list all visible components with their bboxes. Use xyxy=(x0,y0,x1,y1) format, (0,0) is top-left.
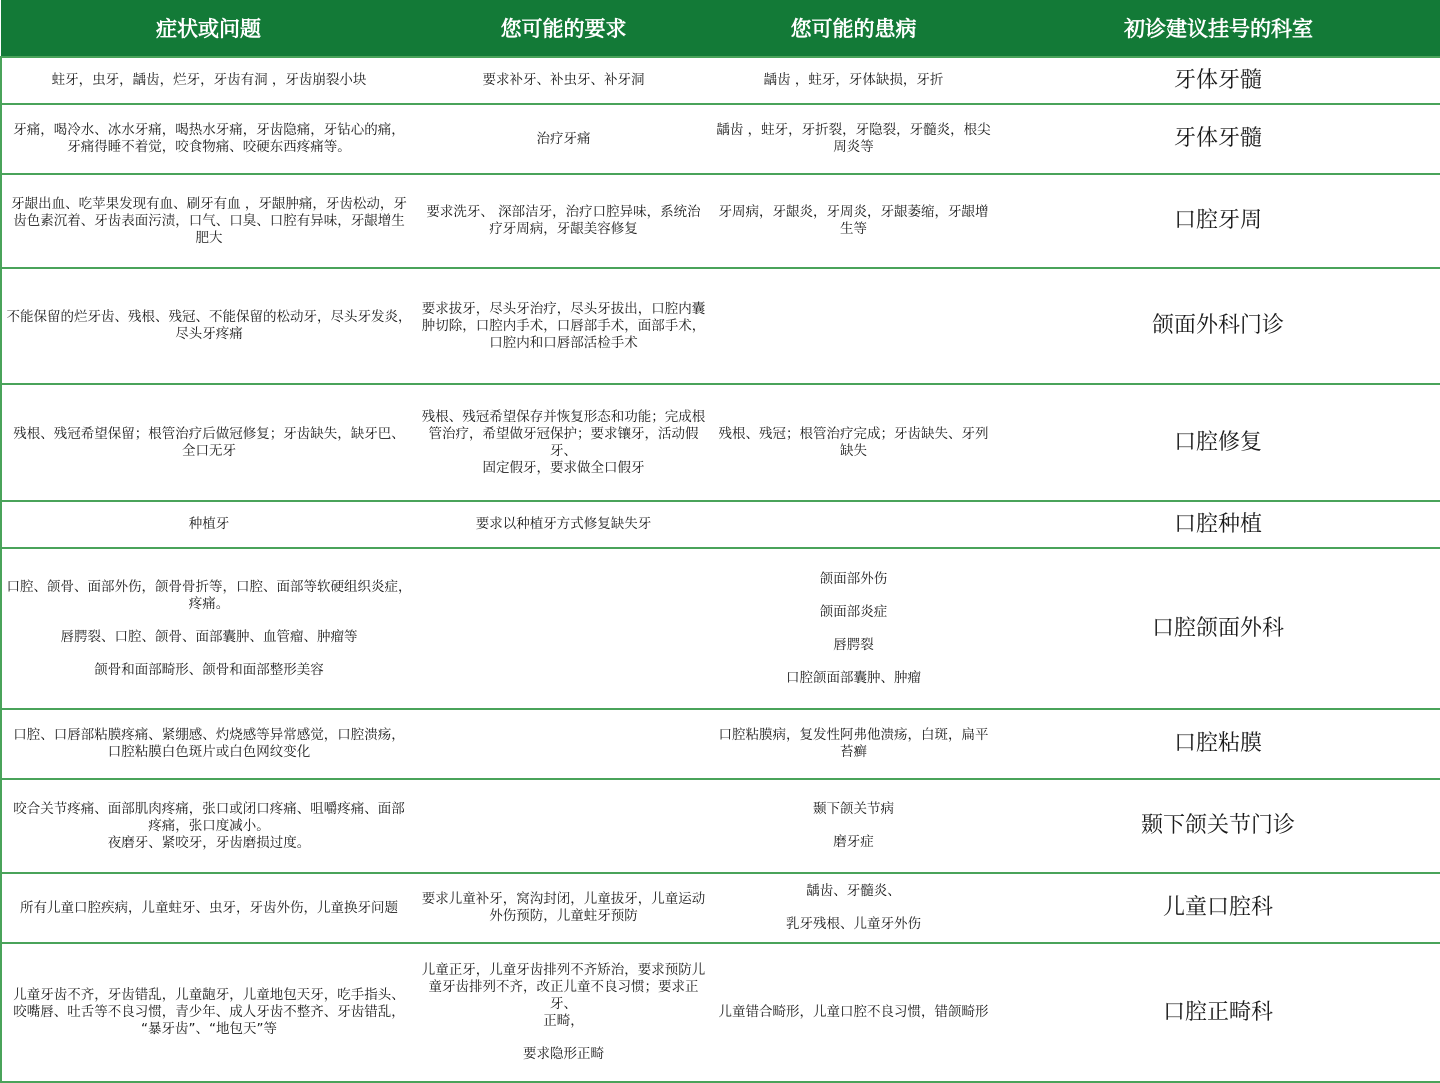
department-text: 口腔正畸科 xyxy=(1162,999,1273,1025)
table-row xyxy=(1,779,1440,873)
department-cell xyxy=(996,268,1440,384)
symptom-text: 所有儿童口腔疾病，儿童蛀牙、虫牙，牙齿外伤，儿童换牙问题 xyxy=(20,899,398,916)
symptom-text: 种植牙 xyxy=(188,516,230,532)
symptom-cell xyxy=(1,501,416,548)
symptom-cell xyxy=(1,268,416,384)
header-request: 您可能的要求 xyxy=(416,0,711,57)
disease-text: 颞下颌关节病 xyxy=(813,801,894,817)
request-text: 要求隐形正畸 xyxy=(523,1046,604,1062)
request-cell xyxy=(416,174,711,268)
department-cell xyxy=(996,709,1440,779)
request-cell xyxy=(416,104,711,174)
symptom-cell xyxy=(1,104,416,174)
symptom-cell xyxy=(1,548,416,709)
department-cell xyxy=(996,548,1440,709)
symptom-text: 儿童牙齿不齐，牙齿错乱，儿童龅牙，儿童地包天牙，吃手指头、 咬嘴唇、吐舌等不良习惯，青少年、成人牙齿不整齐、牙齿错乱， “暴牙齿”、“地包天”等 xyxy=(13,987,405,1037)
disease-text: 龋齿 ，蛀牙，牙折裂，牙隐裂，牙髓炎，根尖 周炎等 xyxy=(716,122,991,155)
line-gap xyxy=(714,818,993,834)
request-text: 要求以种植牙方式修复缺失牙 xyxy=(475,516,652,532)
line-gap xyxy=(714,621,993,637)
request-text: 要求儿童补牙，窝沟封闭，儿童拔牙，儿童运动 外伤预防，儿童蛀牙预防 xyxy=(421,891,706,924)
symptom-text: 口腔、口唇部粘膜疼痛、紧绷感、灼烧感等异常感觉，口腔溃疡， 口腔粘膜白色斑片或白色网纹变化 xyxy=(13,727,405,760)
disease-cell xyxy=(711,709,996,779)
symptom-text: 口腔、颌骨、面部外伤，颌骨骨折等，口腔、面部等软硬组织炎症， 疼痛。 xyxy=(6,578,412,612)
request-text: 残根、残冠希望保存并恢复形态和功能；完成根 管治疗，希望做牙冠保护；要求镶牙，活动假牙、 固定假牙，要求做全口假牙 xyxy=(421,408,706,476)
request-cell xyxy=(416,384,711,501)
table-row xyxy=(1,384,1440,501)
symptom-text: 牙龈出血、吃苹果发现有血、刷牙有血 ，牙龈肿痛，牙齿松动，牙 齿色素沉着、牙齿表面污渍，口气、口臭、口腔有异味，牙龈增生 肥大 xyxy=(11,195,407,246)
department-cell xyxy=(996,57,1440,104)
department-text: 口腔颌面外科 xyxy=(1151,615,1284,641)
disease-text: 颌面部炎症 xyxy=(819,603,888,620)
disease-cell xyxy=(711,548,996,709)
symptom-text: 牙痛，喝冷水、冰水牙痛，喝热水牙痛，牙齿隐痛，牙钻心的痛， 牙痛得睡不着觉，咬食物痛、咬硬东西疼痛等。 xyxy=(13,122,405,155)
disease-text: 牙周病，牙龈炎，牙周炎，牙龈萎缩，牙龈增 生等 xyxy=(718,204,989,237)
header-disease: 您可能的患病 xyxy=(711,0,996,57)
header-department: 初诊建议挂号的科室 xyxy=(996,0,1440,57)
department-cell xyxy=(996,779,1440,873)
disease-cell xyxy=(711,501,996,548)
request-text: 儿童正牙，儿童牙齿排列不齐矫治，要求预防儿 童牙齿排列不齐，改正儿童不良习惯；要求正牙、 正畸， xyxy=(421,962,706,1029)
table-row xyxy=(1,104,1440,174)
table-row xyxy=(1,709,1440,779)
disease-text: 口腔颌面部囊肿、肿瘤 xyxy=(786,669,921,686)
department-text: 口腔牙周 xyxy=(1173,208,1262,233)
disease-cell xyxy=(711,779,996,873)
line-gap xyxy=(5,646,413,662)
symptom-cell xyxy=(1,384,416,501)
line-gap xyxy=(714,654,993,670)
request-cell xyxy=(416,873,711,943)
table-row xyxy=(1,57,1440,104)
table-row xyxy=(1,268,1440,384)
department-text: 颌面外科门诊 xyxy=(1151,313,1284,338)
disease-cell xyxy=(711,268,996,384)
request-text: 要求补牙、补虫牙、补牙洞 xyxy=(482,72,645,88)
request-text: 治疗牙痛 xyxy=(536,130,591,147)
department-text: 牙体牙髓 xyxy=(1173,126,1262,151)
request-cell xyxy=(416,501,711,548)
symptom-text: 颌骨和面部畸形、颌骨和面部整形美容 xyxy=(94,661,324,678)
request-text: 要求洗牙、 深部洁牙，治疗口腔异味，系统治 疗牙周病，牙龈美容修复 xyxy=(426,204,701,237)
department-cell xyxy=(996,384,1440,501)
table-row xyxy=(1,548,1440,709)
disease-text: 儿童错合畸形，儿童口腔不良习惯，错颌畸形 xyxy=(718,1004,989,1020)
table-row xyxy=(1,174,1440,268)
symptom-cell xyxy=(1,943,416,1082)
request-cell xyxy=(416,779,711,873)
symptom-cell xyxy=(1,709,416,779)
symptom-text: 咬合关节疼痛、面部肌肉疼痛，张口或闭口疼痛、咀嚼疼痛、面部 疼痛，张口度减小。 夜磨牙、紧咬牙，牙齿磨损过度。 xyxy=(13,800,405,851)
symptom-text: 不能保留的烂牙齿、残根、残冠、不能保留的松动牙，尽头牙发炎， 尽头牙疼痛 xyxy=(6,309,412,342)
symptom-cell xyxy=(1,57,416,104)
request-cell xyxy=(416,548,711,709)
disease-cell xyxy=(711,174,996,268)
table-body xyxy=(1,57,1440,1082)
department-cell xyxy=(996,174,1440,268)
disease-cell xyxy=(711,104,996,174)
disease-cell xyxy=(711,873,996,943)
disease-cell xyxy=(711,57,996,104)
department-text: 口腔粘膜 xyxy=(1173,731,1262,756)
line-gap xyxy=(714,588,993,604)
line-gap xyxy=(419,1030,708,1046)
table-row xyxy=(1,873,1440,943)
table-row xyxy=(1,501,1440,548)
request-text: 要求拔牙，尽头牙治疗，尽头牙拔出，口腔内囊 肿切除，口腔内手术，口唇部手术，面部手术， 口腔内和口唇部活检手术 xyxy=(421,300,706,351)
disease-cell xyxy=(711,384,996,501)
request-cell xyxy=(416,943,711,1082)
department-cell xyxy=(996,104,1440,174)
disease-cell xyxy=(711,943,996,1082)
line-gap xyxy=(5,613,413,629)
disease-text: 龋齿 ，蛀牙，牙体缺损，牙折 xyxy=(763,72,944,88)
department-text: 牙体牙髓 xyxy=(1173,67,1262,93)
symptom-text: 残根、残冠希望保留；根管治疗后做冠修复；牙齿缺失，缺牙巴、 全口无牙 xyxy=(13,425,405,459)
department-text: 颞下颌关节门诊 xyxy=(1140,813,1295,838)
disease-text: 口腔粘膜病，复发性阿弗他溃疡，白斑，扁平 苔癣 xyxy=(718,727,989,760)
department-cell xyxy=(996,873,1440,943)
symptom-text: 蛀牙，虫牙，龋齿，烂牙，牙齿有洞 ，牙齿崩裂小块 xyxy=(51,72,367,88)
department-cell xyxy=(996,501,1440,548)
header-row xyxy=(1,0,1440,57)
symptom-text: 唇腭裂、口腔、颌骨、面部囊肿、血管瘤、肿瘤等 xyxy=(60,628,358,645)
disease-text: 磨牙症 xyxy=(833,834,874,850)
disease-text: 乳牙残根、儿童牙外伤 xyxy=(786,916,921,932)
request-cell xyxy=(416,268,711,384)
department-text: 口腔修复 xyxy=(1173,429,1262,455)
disease-text: 唇腭裂 xyxy=(833,636,874,653)
department-cell xyxy=(996,943,1440,1082)
table-row xyxy=(1,943,1440,1082)
disease-text: 颌面部外伤 xyxy=(819,570,888,587)
symptom-cell xyxy=(1,779,416,873)
request-cell xyxy=(416,57,711,104)
header-symptom: 症状或问题 xyxy=(1,0,416,57)
department-text: 儿童口腔科 xyxy=(1162,895,1273,920)
line-gap xyxy=(714,900,993,916)
symptom-cell xyxy=(1,174,416,268)
request-cell xyxy=(416,709,711,779)
disease-text: 残根、残冠；根管治疗完成；牙齿缺失、牙列 缺失 xyxy=(718,425,989,459)
symptom-cell xyxy=(1,873,416,943)
department-text: 口腔种植 xyxy=(1173,511,1262,537)
disease-text: 龋齿、牙髓炎、 xyxy=(806,883,901,899)
